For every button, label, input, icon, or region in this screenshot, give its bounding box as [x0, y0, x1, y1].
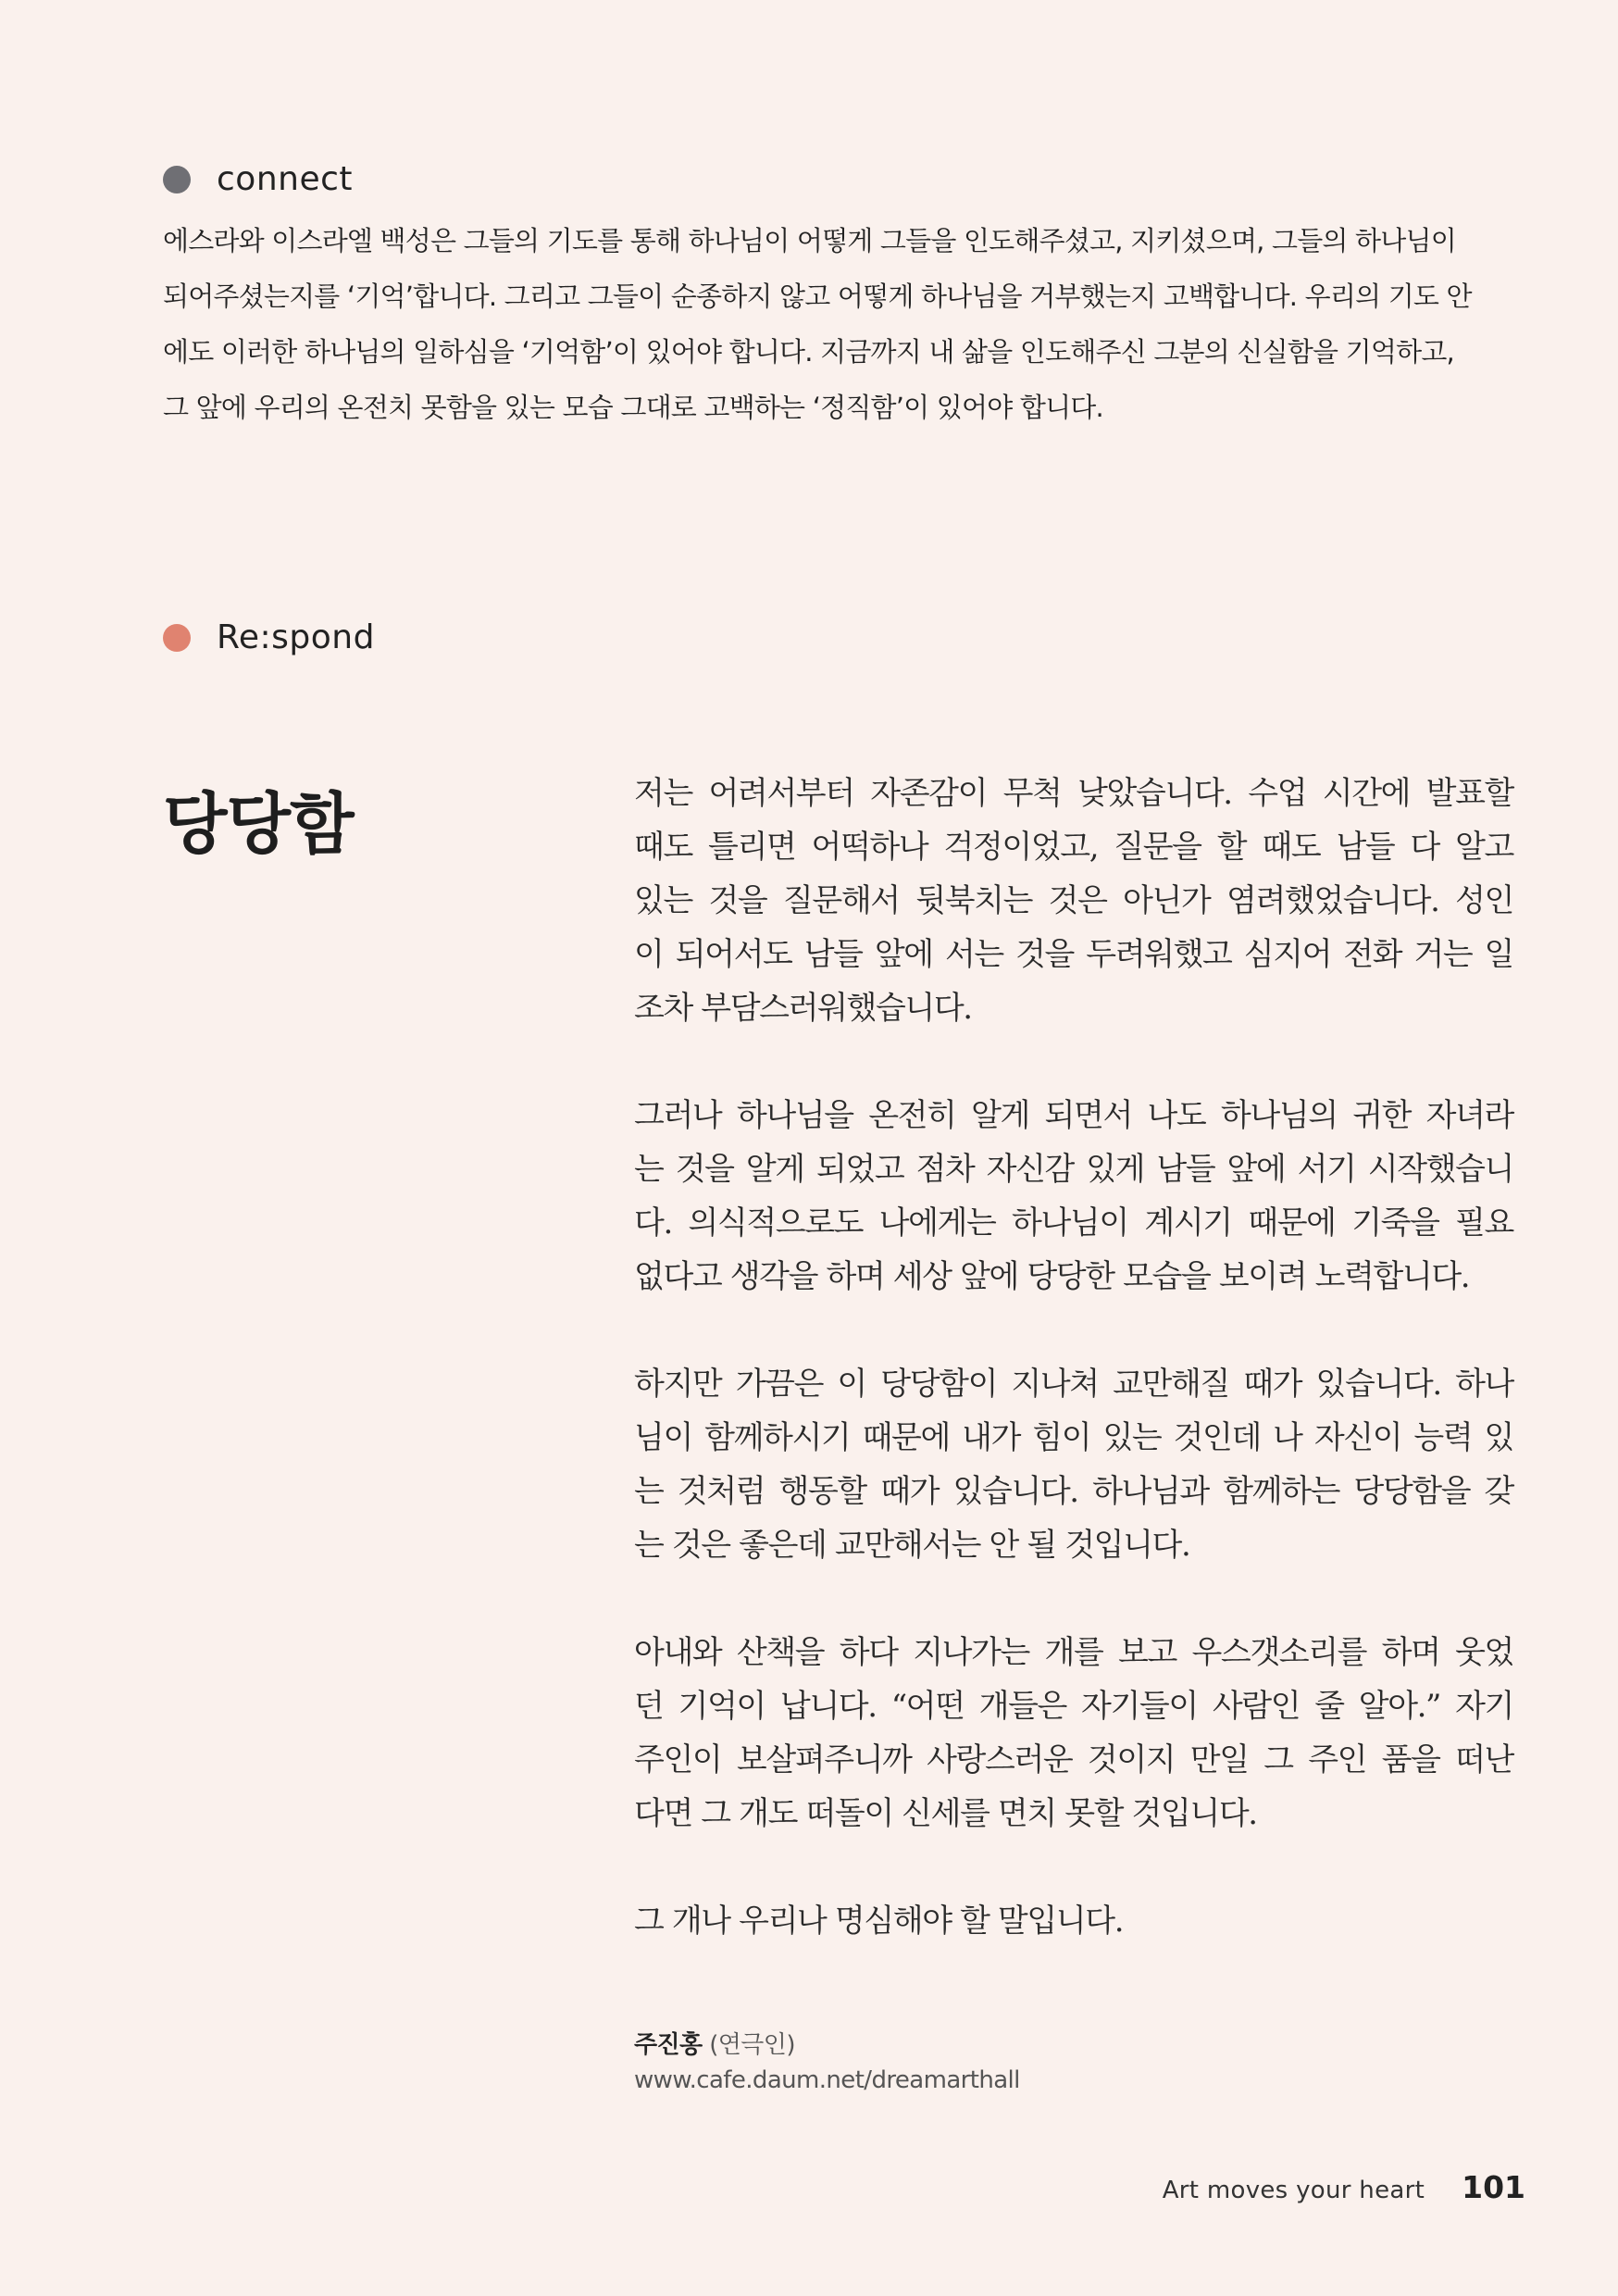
author-url-link[interactable]: www.cafe.daum.net/dreamarthall — [634, 2066, 1020, 2094]
paragraph — [634, 1089, 1513, 1304]
paragraph-line: 그 개나 우리나 명심해야 할 말입니다. — [634, 1903, 1124, 1940]
connect-line: 에도 이러한 하나님의 일하심을 ‘기억함’이 있어야 합니다. 지금까지 내 삶을 인도해주신 그분의 신실함을 기억하고, — [163, 336, 1454, 368]
connect-label: connect — [217, 160, 354, 198]
connect-text — [163, 213, 1514, 435]
coral-dot-icon — [163, 624, 191, 652]
paragraph-line: 그러나 하나님을 온전히 알게 되면서 나도 하나님의 귀한 자녀라 — [634, 1097, 1513, 1134]
paragraph-line: 아내와 산책을 하다 지나가는 개를 보고 우스갯소리를 하며 웃었 — [634, 1634, 1513, 1671]
author-name-line — [634, 2028, 1020, 2063]
connect-line: 그 앞에 우리의 온전치 못함을 있는 모습 그대로 고백하는 ‘정직함’이 있어야 합니다. — [163, 392, 1103, 423]
respond-label: Re:spond — [217, 618, 375, 656]
connect-line: 되어주셨는지를 ‘기억’합니다. 그리고 그들이 순종하지 않고 어떻게 하나님을 거부했는지 고백합니다. 우리의 기도 안 — [163, 281, 1472, 312]
paragraph-line: 있는 것을 질문해서 뒷북치는 것은 아닌가 염려했었습니다. 성인 — [634, 882, 1513, 919]
page-footer — [1163, 2169, 1525, 2205]
paragraph-line: 조차 부담스러워했습니다. — [634, 990, 972, 1027]
paragraph-line: 다. 의식적으로도 나에게는 하나님이 계시기 때문에 기죽을 필요 — [634, 1204, 1513, 1242]
paragraph-line: 없다고 생각을 하며 세상 앞에 당당한 모습을 보이려 노력합니다. — [634, 1258, 1470, 1295]
paragraph-line: 저는 어려서부터 자존감이 무척 낮았습니다. 수업 시간에 발표할 — [634, 775, 1513, 812]
paragraph-line: 는 것처럼 행동할 때가 있습니다. 하나님과 함께하는 당당함을 갖 — [634, 1473, 1513, 1510]
paragraph — [634, 1894, 1513, 1948]
page-number: 101 — [1462, 2169, 1525, 2205]
paragraph-line: 이 되어서도 남들 앞에 서는 것을 두려워했고 심지어 전화 거는 일 — [634, 936, 1513, 973]
paragraph-line: 님이 함께하시기 때문에 내가 힘이 있는 것인데 나 자신이 능력 있 — [634, 1419, 1513, 1456]
paragraph-line: 다면 그 개도 떠돌이 신세를 면치 못할 것입니다. — [634, 1795, 1257, 1832]
paragraph-line: 는 것은 좋은데 교만해서는 안 될 것입니다. — [634, 1527, 1190, 1564]
connect-line: 에스라와 이스라엘 백성은 그들의 기도를 통해 하나님이 어떻게 그들을 인도해주셨고, 지키셨으며, 그들의 하나님이 — [163, 225, 1456, 256]
footer-slogan: Art moves your heart — [1162, 2177, 1425, 2204]
paragraph-line: 하지만 가끔은 이 당당함이 지나쳐 교만해질 때가 있습니다. 하나 — [634, 1366, 1513, 1403]
author-name: 주진홍 — [634, 2031, 703, 2059]
connect-heading — [163, 160, 353, 198]
respond-heading — [163, 618, 375, 656]
gray-dot-icon — [163, 166, 191, 193]
paragraph-line: 때도 틀리면 어떡하나 걱정이었고, 질문을 할 때도 남들 다 알고 — [634, 829, 1513, 866]
article-title: 당당함 — [163, 784, 354, 863]
paragraph-line: 주인이 보살펴주니까 사랑스러운 것이지 만일 그 주인 품을 떠난 — [634, 1741, 1513, 1778]
paragraph-line: 던 기억이 납니다. “어떤 개들은 자기들이 사람인 줄 알아.” 자기 — [634, 1688, 1513, 1725]
article-body — [634, 767, 1513, 2002]
paragraph — [634, 1357, 1513, 1572]
paragraph — [634, 1626, 1513, 1841]
paragraph-line: 는 것을 알게 되었고 점차 자신감 있게 남들 앞에 서기 시작했습니 — [634, 1151, 1513, 1188]
author-credit — [634, 2028, 1020, 2098]
paragraph — [634, 767, 1513, 1035]
author-role: (연극인) — [709, 2031, 795, 2059]
